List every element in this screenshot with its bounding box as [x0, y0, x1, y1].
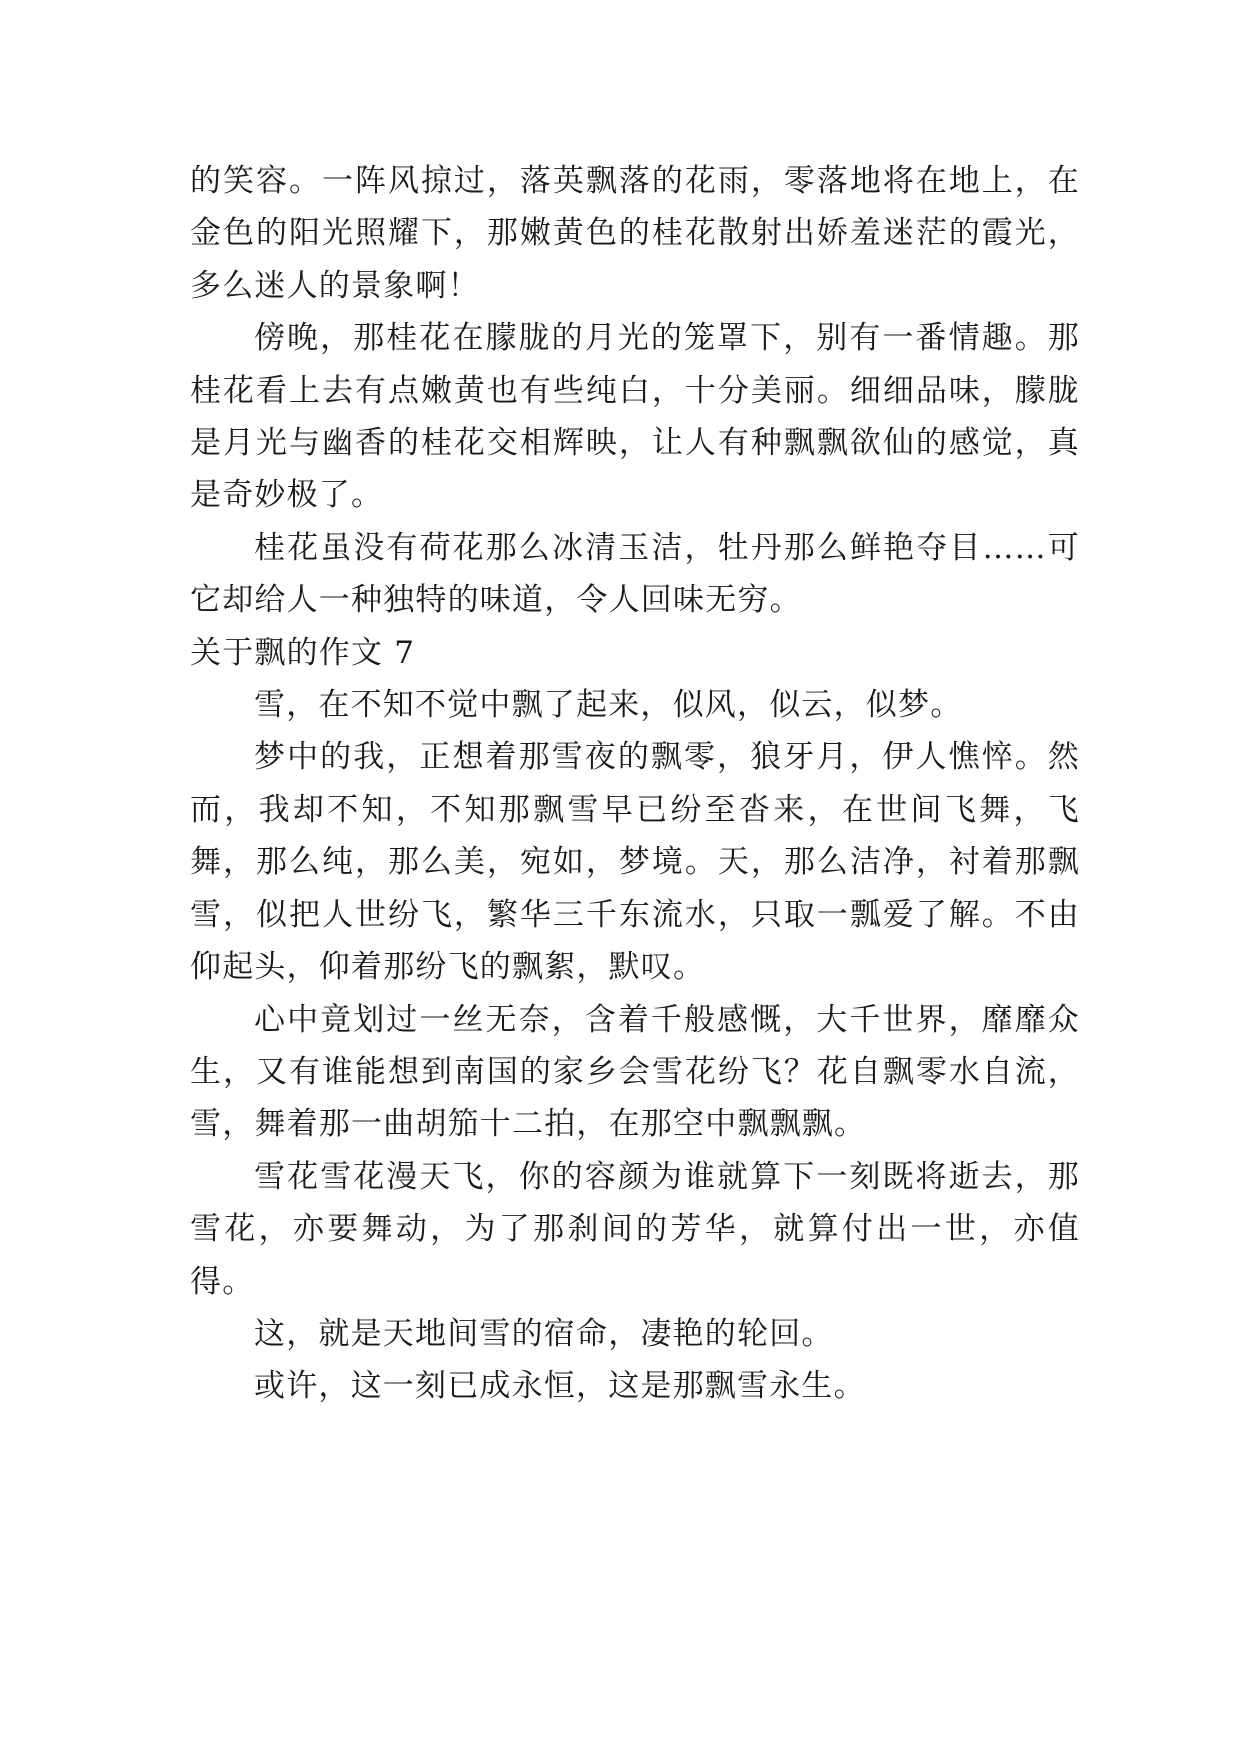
paragraph-3: 桂花虽没有荷花那么冰清玉洁，牡丹那么鲜艳夺目……可它却给人一种独特的味道，令人回味无穷。 [190, 529, 1080, 619]
section-heading: 关于飘的作文 7 [190, 634, 416, 671]
paragraph-1: 的笑容。一阵风掠过，落英飘落的花雨，零落地将在地上，在金色的阳光照耀下，那嫩黄色的桂花散射出娇羞迷茫的霞光，多么迷人的景象啊！ [190, 163, 1080, 304]
paragraph-4: 雪，在不知不觉中飘了起来，似风，似云，似梦。 [254, 687, 963, 724]
paragraph-5: 梦中的我，正想着那雪夜的飘零，狼牙月，伊人憔悴。然而，我却不知，不知那飘雪早已纷至沓来，在世间飞舞，飞舞，那么纯，那么美，宛如，梦境。天，那么洁净，衬着那飘雪，似把人世纷飞，繁华三千东流水，只取一瓢爱了解。不由仰起头，仰着那纷飞的飘絮，默叹。 [190, 739, 1080, 986]
paragraph-6: 心中竟划过一丝无奈，含着千般感慨，大千世界，靡靡众生，又有谁能想到南国的家乡会雪花纷飞？花自飘零水自流，雪，舞着那一曲胡笳十二拍，在那空中飘飘飘。 [190, 1001, 1080, 1143]
document-body [190, 155, 1080, 1413]
paragraph-2: 傍晚，那桂花在朦胧的月光的笼罩下，别有一番情趣。那桂花看上去有点嫩黄也有些纯白，十分美丽。细细品味，朦胧是月光与幽香的桂花交相辉映，让人有种飘飘欲仙的感觉，真是奇妙极了。 [190, 320, 1080, 514]
paragraph-8: 这，就是天地间雪的宿命，凄艳的轮回。 [254, 1315, 834, 1352]
paragraph-9: 或许，这一刻已成永恒，这是那飘雪永生。 [254, 1368, 866, 1405]
paragraph-7: 雪花雪花漫天飞，你的容颜为谁就算下一刻既将逝去，那雪花，亦要舞动，为了那刹间的芳华，就算付出一世，亦值得。 [190, 1158, 1080, 1300]
